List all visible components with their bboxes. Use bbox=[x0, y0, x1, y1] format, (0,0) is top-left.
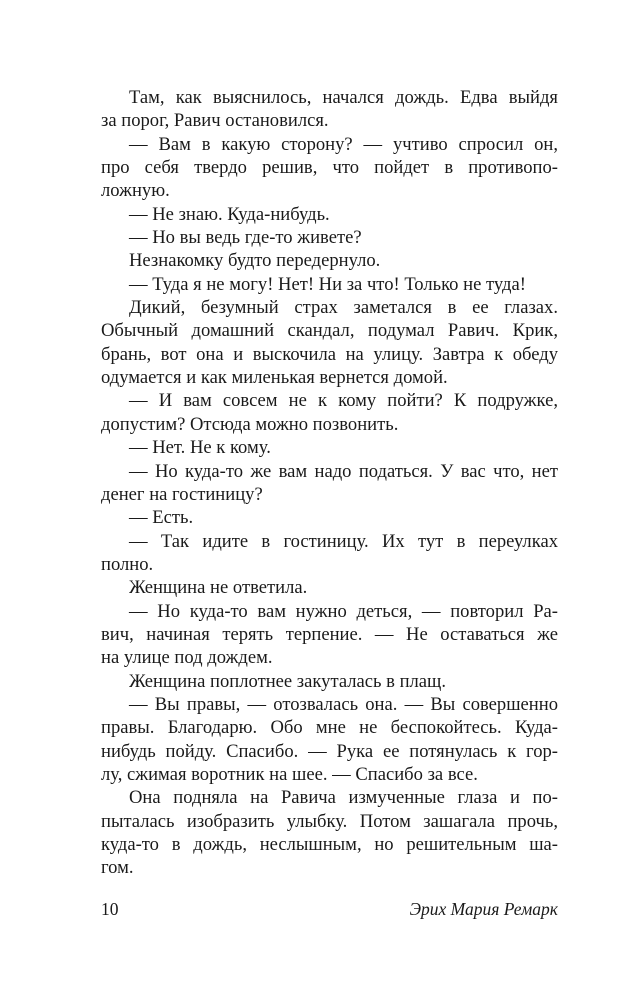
text-line: на улице под дождем. bbox=[101, 647, 273, 669]
page-number: 10 bbox=[101, 899, 119, 919]
text-line: нибудь пойду. Спасибо. — Рука ее потянулась к гор- bbox=[101, 740, 558, 762]
text-line: Она подняла на Равича измученные глаза и по- bbox=[129, 787, 558, 809]
text-line: допустим? Отсюда можно позвонить. bbox=[101, 413, 399, 435]
text-line: куда-то в дождь, неслышным, но решительным ша- bbox=[101, 834, 558, 855]
text-line: Дикий, безумный страх заметался в ее глазах. bbox=[129, 297, 558, 319]
text-line: — Нет. Не к кому. bbox=[129, 437, 271, 459]
text-line: денег на гостиницу? bbox=[101, 483, 263, 505]
text-line: Там, как выяснилось, начался дождь. Едва выйдя bbox=[129, 87, 558, 108]
text-line: брань, вот она и выскочила на улицу. Завтра к обеду bbox=[101, 343, 558, 365]
text-line: за порог, Равич остановился. bbox=[101, 110, 329, 132]
text-line: — Вам в какую сторону? — учтиво спросил он, bbox=[129, 133, 558, 155]
text-line: полно. bbox=[101, 553, 154, 575]
text-line: вич, начиная терять терпение. — Не оставаться же bbox=[101, 623, 558, 645]
text-line: одумается и как миленькая вернется домой. bbox=[101, 367, 448, 389]
text-line: — Не знаю. Куда-нибудь. bbox=[129, 203, 330, 225]
page-footer bbox=[101, 898, 558, 920]
text-line: правы. Благодарю. Обо мне не беспокойтесь. Куда- bbox=[101, 717, 558, 739]
text-line: Женщина поплотнее закуталась в плащ. bbox=[129, 670, 447, 692]
text-line: ложную. bbox=[101, 180, 170, 202]
text-line: про себя твердо решив, что пойдет в противопо- bbox=[101, 157, 558, 179]
body-text bbox=[101, 86, 558, 880]
text-line: — Но куда-то же вам надо податься. У вас что, нет bbox=[129, 460, 558, 482]
text-line: — Есть. bbox=[129, 507, 194, 529]
text-line: Незнакомку будто передернуло. bbox=[129, 250, 381, 272]
text-line: — Так идите в гостиницу. Их тут в переулках bbox=[129, 530, 558, 552]
text-line: — Но куда-то вам нужно деться, — повторил Ра- bbox=[129, 600, 558, 622]
text-line: лу, сжимая воротник на шее. — Спасибо за все. bbox=[101, 763, 478, 785]
text-line: — Вы правы, — отозвалась она. — Вы совершенно bbox=[129, 693, 558, 715]
text-line: гом. bbox=[101, 857, 134, 879]
text-line: пыталась изобразить улыбку. Потом зашагала прочь, bbox=[101, 810, 558, 832]
text-line: Обычный домашний скандал, подумал Равич. Крик, bbox=[101, 320, 558, 342]
text-line: Женщина не ответила. bbox=[129, 577, 308, 599]
running-title: Эрих Мария Ремарк bbox=[409, 899, 558, 919]
text-line: — И вам совсем не к кому пойти? К подружке, bbox=[129, 390, 558, 412]
text-line: — Но вы ведь где-то живете? bbox=[129, 227, 362, 249]
text-line: — Туда я не могу! Нет! Ни за что! Только не туда! bbox=[129, 273, 526, 295]
